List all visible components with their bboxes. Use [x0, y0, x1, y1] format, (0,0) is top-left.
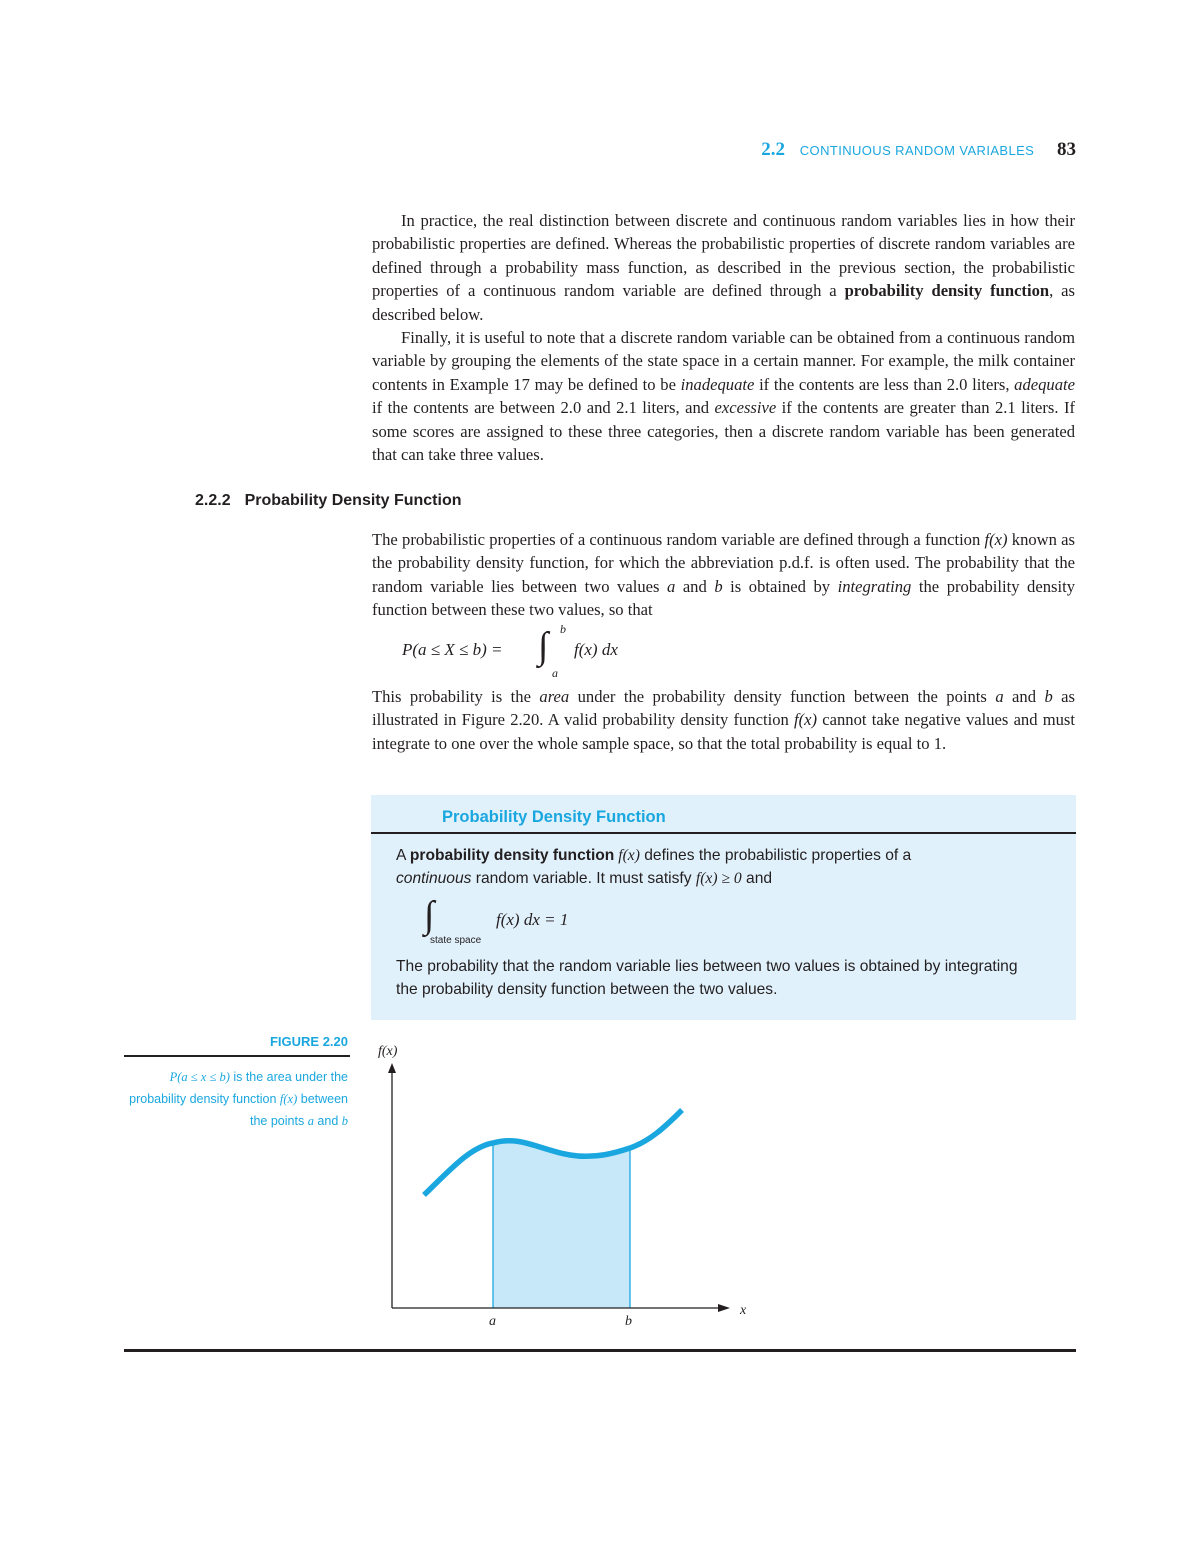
- text-span: and: [741, 870, 773, 887]
- shaded-area-region: [493, 1141, 630, 1308]
- paragraph-discrete-from-continuous: [372, 326, 1075, 466]
- math-fx: f(x): [614, 847, 640, 864]
- italic-term: adequate: [1014, 374, 1075, 394]
- text-span: and: [675, 576, 715, 596]
- running-header: [600, 136, 1076, 165]
- text-span: defines the probabilistic properties of a: [639, 847, 912, 864]
- paragraph-pdf-definition: [372, 528, 1075, 622]
- tick-label-b: b: [625, 1314, 632, 1329]
- math-var: b: [1044, 687, 1053, 706]
- math-fx: f(x): [984, 530, 1008, 549]
- bold-term: probability density function: [844, 281, 1050, 301]
- figure-caption-rule: [124, 1055, 350, 1057]
- subsection-heading: [195, 492, 462, 510]
- math-inequality: f(x) ≥ 0: [695, 870, 742, 887]
- x-axis-arrowhead: [718, 1304, 730, 1312]
- definition-line-3: The probability that the random variable lies between two values is obtained by integrating the probability density function between the two values.: [396, 958, 1018, 999]
- subsection-title: Probability Density Function: [244, 492, 462, 509]
- page-bottom-rule: [124, 1349, 1076, 1352]
- pdf-area-figure: [360, 1035, 760, 1335]
- text-span: as illustrated in Figure 2.20. A valid probability density function: [372, 687, 1075, 730]
- text-span: is obtained by: [722, 576, 838, 596]
- text-span: , as described below.: [372, 281, 1075, 324]
- math-fx: f(x): [279, 1092, 298, 1106]
- paragraph-area-interpretation: [372, 685, 1075, 755]
- text-span: random variable. It must satisfy: [471, 870, 696, 887]
- text-span: Finally, it is useful to note that a discrete random variable can be obtained from a continuous random variable by grouping the elements of the state space in a certain manner. For example, the milk container contents in Example 17 may be defined to be: [372, 328, 1075, 394]
- text-span: A: [396, 847, 410, 864]
- text-span: The probabilistic properties of a continuous random variable are defined through a function: [372, 530, 985, 549]
- text-span: and: [1003, 687, 1045, 706]
- italic-term: excessive: [714, 398, 777, 418]
- math-var: b: [714, 576, 723, 596]
- integral-subscript: state space: [430, 935, 482, 946]
- text-span: known as the probability density function, for which the abbreviation p.d.f. is often used. The probability that the random variable lies between two values: [372, 530, 1075, 596]
- normalization-integrand: f(x) dx = 1: [496, 910, 569, 929]
- text-span: and: [313, 1114, 342, 1128]
- math-var: a: [666, 576, 676, 596]
- math-probability: P(a ≤ x ≤ b): [169, 1070, 230, 1084]
- definition-box-rule: [371, 832, 1076, 834]
- equation-probability-integral: [402, 622, 702, 686]
- text-span: This probability is the: [372, 687, 540, 706]
- integral-sign: ∫: [538, 625, 549, 667]
- integral-lower-limit: a: [552, 666, 558, 680]
- integral-sign: ∫: [424, 894, 435, 936]
- math-var: b: [341, 1114, 348, 1128]
- italic-term: integrating: [837, 576, 912, 596]
- text-span: if the contents are less than 2.0 liters,: [754, 374, 1015, 394]
- normalization-equation: [420, 895, 640, 951]
- text-span: is the area under the probability density function: [129, 1070, 348, 1106]
- paragraph-intro: [372, 209, 1075, 326]
- subsection-number: 2.2.2: [195, 492, 231, 509]
- text-span: In practice, the real distinction between discrete and continuous random variables lies in how their probabilistic properties are defined. Whereas the probabilistic properties of discrete random variables are defined through a probability mass function, as described in the previous section, the probabilistic properties of a continuous random variable are defined through a: [372, 211, 1075, 301]
- figure-caption: [124, 1066, 348, 1132]
- equation-lhs: P(a ≤ X ≤ b) =: [402, 640, 503, 659]
- x-axis-label: x: [740, 1303, 747, 1318]
- definition-line-2: [396, 867, 1036, 890]
- text-span: if the contents are between 2.0 and 2.1 liters, and: [372, 398, 715, 418]
- text-span: under the probability density function between the points: [569, 687, 996, 706]
- definition-line-1: [396, 844, 1036, 867]
- page-number: 83: [1057, 139, 1076, 160]
- text-span: cannot take negative values and must integrate to one over the whole sample space, so that the total probability is equal to 1.: [372, 710, 1076, 753]
- y-axis-label: f(x): [378, 1044, 398, 1059]
- math-var: a: [307, 1114, 314, 1128]
- header-section-number: 2.2: [761, 139, 786, 160]
- equation-integrand: f(x) dx: [574, 640, 618, 659]
- definition-box-title: Probability Density Function: [442, 808, 666, 826]
- text-span: the probability density function between these two values, so that: [372, 576, 1075, 620]
- text-span: between the points: [250, 1092, 348, 1128]
- figure-label: FIGURE 2.20: [269, 1034, 348, 1049]
- bold-term: probability density function: [409, 847, 615, 864]
- italic-term: continuous: [396, 870, 472, 887]
- math-var: a: [995, 687, 1004, 706]
- math-fx: f(x): [794, 710, 818, 730]
- y-axis-arrowhead: [388, 1063, 396, 1073]
- text-span: if the contents are greater than 2.1 liters. If some scores are assigned to these three categories, then a discrete random variable has been generated that can take three values.: [372, 398, 1075, 465]
- italic-term: inadequate: [680, 374, 755, 394]
- header-section-title: CONTINUOUS RANDOM VARIABLES: [799, 143, 1035, 158]
- integral-upper-limit: b: [560, 622, 566, 636]
- tick-label-a: a: [489, 1314, 496, 1329]
- italic-term: area: [539, 687, 570, 706]
